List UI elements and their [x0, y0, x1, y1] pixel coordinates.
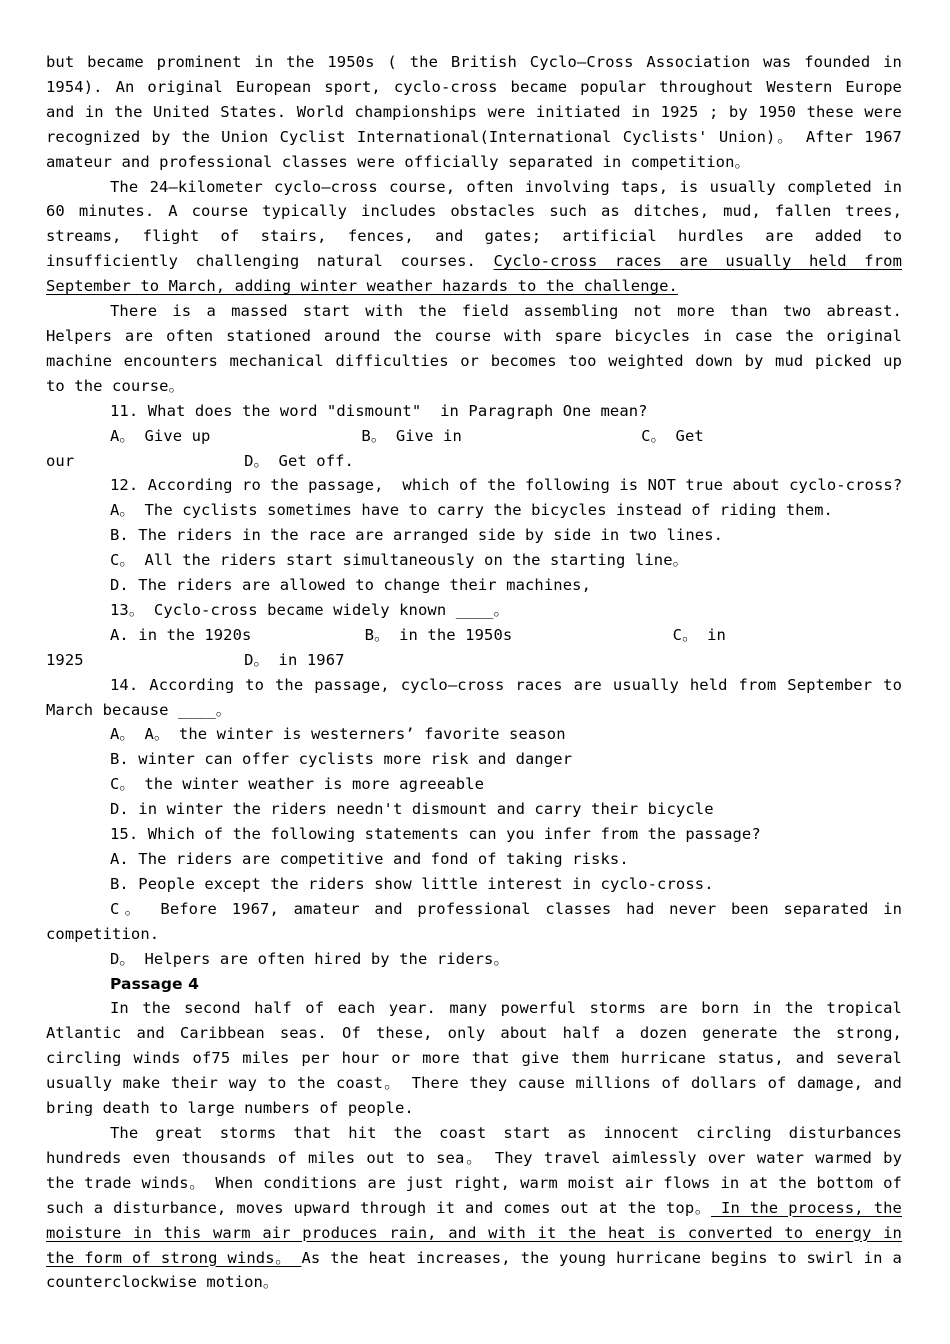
question-12-option-a: A。 The cyclists sometimes have to carry the bicycles instead of riding them. [110, 501, 833, 520]
underlined-sentence: Cyclo-cross races are usually held from September to March, adding winter weather hazards to the challenge. [46, 252, 902, 296]
passage3-paragraph-1: but became prominent in the 1950s ( the British Cyclo—Cross Association was founded in 1954). An original European sport, cyclo-cross became popular throughout Western Europe and in the United States. World championships were initiated in 1925 ; by 1950 these were recognized by the Union Cyclist International(International Cyclists' Union)。 After 1967 amateur and professional classes were officially separated in competition。 [46, 53, 902, 171]
paragraph-text: The 24—kilometer cyclo—cross course, often involving taps, is usually completed in 60 minutes. A course typically includes obstacles such as ditches, mud, fallen trees, streams, flight of stairs, fences, and gates; artificial hurdles are added to insufficiently challenging natural courses. [46, 177, 902, 271]
question-14-option-d: D. in winter the riders needn't dismount and carry their bicycle [110, 800, 714, 819]
passage4-paragraph-1: In the second half of each year. many powerful storms are born in the tropical Atlantic and Caribbean seas. Of these, only about half a dozen generate the strong, circling winds of75 miles per hour or more that give them hurricane status, and several usually make their way to the coast。 There they cause millions of dollars of damage, and bring death to large numbers of people. [46, 999, 902, 1118]
underlined-sentence: In the process, the moisture in this warm air produces rain, and with it the heat is converted to energy in the form of strong winds。 [46, 1198, 902, 1267]
paragraph-text-tail: As the heat increases, the young hurricane begins to swirl in a counterclockwise motion。 [46, 1248, 902, 1292]
passage4-paragraph-2 [46, 1121, 902, 1295]
question-13-stem: 13。 Cyclo-cross became widely known ____。 [110, 600, 510, 619]
paragraph-text: The great storms that hit the coast start as innocent circling disturbances hundreds even thousands of miles out to sea。 They travel aimlessly over water warmed by the trade winds。 When conditions are just right, warm moist air flows in at the bottom of such a disturbance, moves upward through it and comes out at the top。 [46, 1123, 902, 1217]
question-15-option-b: B. People except the riders show little interest in cyclo-cross. [110, 874, 714, 893]
question-14-option-b: B. winter can offer cyclists more risk and danger [110, 750, 573, 769]
question-12-option-c: C。 All the riders start simultaneously on the starting line。 [110, 551, 689, 570]
question-15-option-d: D。 Helpers are often hired by the riders。 [110, 949, 510, 968]
question-14-stem: 14. According to the passage, cyclo—cross races are usually held from September to March because ____。 [46, 675, 902, 719]
question-12-option-d: D. The riders are allowed to change their machines, [110, 576, 592, 595]
question-12-stem: 12. According ro the passage, which of the following is NOT true about cyclo-cross? [110, 476, 903, 495]
passage4-heading: Passage 4 [110, 974, 200, 993]
question-12-option-b: B. The riders in the race are arranged side by side in two lines. [110, 526, 724, 545]
question-14-option-a: A。 A。 the winter is westerners’ favorite season [110, 725, 566, 744]
question-15-stem: 15. Which of the following statements can you infer from the passage? [110, 825, 761, 844]
question-14-option-c: C。 the winter weather is more agreeable [110, 775, 485, 794]
question-13-options-continued: 1925 D。 in 1967 [46, 650, 345, 669]
question-15-option-c: C。 Before 1967, amateur and professional classes had never been separated in competition. [46, 899, 902, 943]
document-page [46, 50, 902, 1295]
question-15-option-a: A. The riders are competitive and fond of taking risks. [110, 850, 629, 868]
question-11-stem: 11. What does the word "dismount" in Paragraph One mean? [110, 401, 648, 420]
question-13-options: A. in the 1920s B。 in the 1950s C。 in [110, 625, 726, 644]
question-11-options: A。 Give up B。 Give in C。 Get [110, 426, 704, 445]
passage3-paragraph-2 [46, 175, 902, 300]
question-11-options-continued: our D。 Get off. [46, 451, 354, 470]
passage3-paragraph-3: There is a massed start with the field assembling not more than two abreast. Helpers are often stationed around the course with spare bicycles in case the original machine encounters mechanical difficulties or becomes too weighted down by mud picked up to the course。 [46, 302, 902, 395]
